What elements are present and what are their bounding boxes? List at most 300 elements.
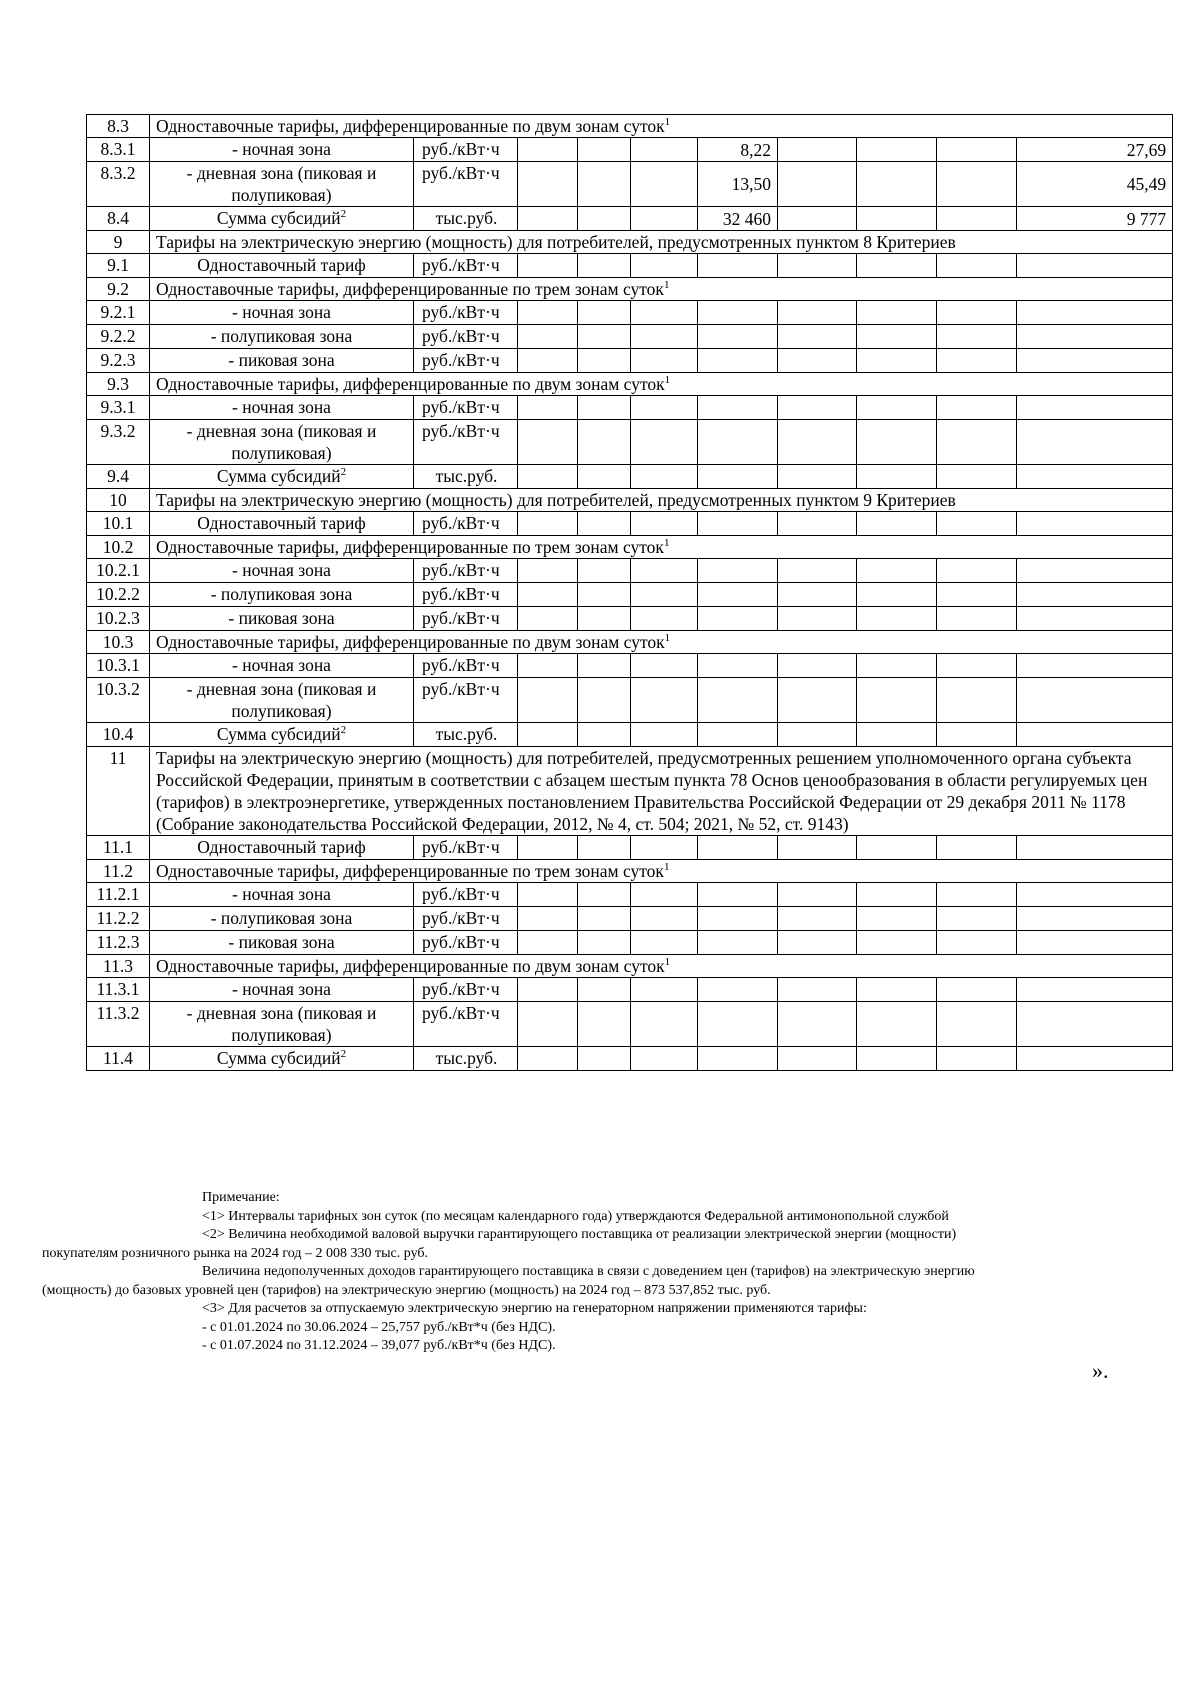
indicator-name-cell xyxy=(150,162,414,207)
value-cell xyxy=(518,420,578,465)
unit-cell xyxy=(414,883,518,907)
row-number-cell-text: 11.4 xyxy=(103,1048,133,1068)
value-cell xyxy=(631,583,698,607)
value-cell xyxy=(778,349,857,373)
row-number-cell-text: 9.3.2 xyxy=(100,421,136,441)
value-cell xyxy=(937,162,1017,207)
row-number-cell-text: 10.2.1 xyxy=(96,560,140,580)
row-number-cell xyxy=(87,349,150,373)
value-cell xyxy=(778,836,857,860)
value-cell xyxy=(518,465,578,489)
table-section-row xyxy=(87,631,1173,654)
section-title-cell-text: Одноставочные тарифы, дифференцированные по трем зонам суток xyxy=(156,537,664,557)
indicator-name-cell xyxy=(150,420,414,465)
value-cell xyxy=(937,836,1017,860)
row-number-cell xyxy=(87,254,150,278)
value-cell xyxy=(857,138,937,162)
table-row xyxy=(87,325,1173,349)
value-cell xyxy=(937,301,1017,325)
unit-cell-text: руб./кВт·ч xyxy=(422,421,500,441)
row-number-cell xyxy=(87,978,150,1002)
row-number-cell xyxy=(87,512,150,536)
value-cell xyxy=(937,349,1017,373)
indicator-name-cell-text: Сумма субсидий xyxy=(216,208,341,228)
value-cell xyxy=(698,931,778,955)
value-cell xyxy=(1017,349,1173,373)
note-2-line-3: Величина недополученных доходов гарантирующего поставщика в связи с доведением цен (тарифов) на электрическую энергию xyxy=(202,1264,975,1279)
value-cell xyxy=(518,301,578,325)
unit-cell-text: руб./кВт·ч xyxy=(422,584,500,604)
row-number-cell-text: 10.2 xyxy=(102,537,134,557)
unit-cell-text: руб./кВт·ч xyxy=(422,837,500,857)
value-cell xyxy=(698,836,778,860)
value-cell xyxy=(778,907,857,931)
footnote-mark: 1 xyxy=(664,956,671,969)
value-cell xyxy=(631,931,698,955)
value-cell xyxy=(1017,836,1173,860)
value-cell xyxy=(1017,325,1173,349)
unit-cell-text: руб./кВт·ч xyxy=(422,1003,500,1023)
section-title-cell-text: Одноставочные тарифы, дифференцированные по двум зонам суток xyxy=(156,956,665,976)
value-cell xyxy=(631,349,698,373)
notes-section xyxy=(42,1189,1120,1356)
row-number-cell-text: 9 xyxy=(113,232,123,252)
value-cell xyxy=(631,978,698,1002)
value-cell xyxy=(631,138,698,162)
value-cell xyxy=(518,512,578,536)
value-cell-text: 32 460 xyxy=(722,208,771,229)
value-cell xyxy=(698,559,778,583)
value-cell xyxy=(857,1047,937,1071)
indicator-name-cell-text: - ночная зона xyxy=(232,302,331,322)
value-cell xyxy=(698,138,778,162)
value-cell xyxy=(1017,512,1173,536)
value-cell xyxy=(698,396,778,420)
section-title-cell xyxy=(150,747,1173,836)
value-cell xyxy=(518,883,578,907)
row-number-cell-text: 9.2.1 xyxy=(100,302,136,322)
value-cell xyxy=(778,254,857,278)
note-2-line-4: (мощность) до базовых уровней цен (тарифов) на электрическую энергию (мощность) на 2024 год – 873 537,852 тыс. руб. xyxy=(42,1282,771,1298)
section-title-cell xyxy=(150,536,1173,559)
footnote-mark: 1 xyxy=(664,116,671,129)
indicator-name-cell xyxy=(150,254,414,278)
indicator-name-cell-text: - дневная зона (пиковая и полупиковая) xyxy=(186,679,377,721)
value-cell xyxy=(778,162,857,207)
value-cell xyxy=(518,836,578,860)
value-cell xyxy=(937,465,1017,489)
row-number-cell xyxy=(87,115,150,138)
unit-cell-text: руб./кВт·ч xyxy=(422,326,500,346)
value-cell xyxy=(778,559,857,583)
row-number-cell-text: 8.3.1 xyxy=(100,139,136,159)
row-number-cell-text: 10.2.2 xyxy=(96,584,140,604)
row-number-cell xyxy=(87,420,150,465)
value-cell xyxy=(1017,931,1173,955)
row-number-cell xyxy=(87,301,150,325)
table-section-row xyxy=(87,860,1173,883)
value-cell xyxy=(1017,207,1173,231)
note-2-line-2: покупателям розничного рынка на 2024 год – 2 008 330 тыс. руб. xyxy=(42,1245,429,1261)
unit-cell xyxy=(414,512,518,536)
value-cell xyxy=(1017,1002,1173,1047)
note-2-line-1: <2> Величина необходимой валовой выручки гарантирующего поставщика от реализации электрической энергии (мощности) xyxy=(202,1227,957,1242)
row-number-cell xyxy=(87,489,150,512)
unit-cell xyxy=(414,207,518,231)
table-row xyxy=(87,420,1173,465)
indicator-name-cell-text: - ночная зона xyxy=(232,884,331,904)
indicator-name-cell xyxy=(150,512,414,536)
value-cell xyxy=(937,1047,1017,1071)
value-cell xyxy=(857,465,937,489)
value-cell xyxy=(578,207,631,231)
value-cell xyxy=(698,325,778,349)
value-cell xyxy=(778,420,857,465)
unit-cell-text: руб./кВт·ч xyxy=(422,397,500,417)
row-number-cell xyxy=(87,723,150,747)
row-number-cell-text: 9.1 xyxy=(107,255,129,275)
value-cell xyxy=(698,207,778,231)
indicator-name-cell-text: - пиковая зона xyxy=(228,608,335,628)
indicator-name-cell-text: - пиковая зона xyxy=(228,350,335,370)
unit-cell xyxy=(414,654,518,678)
value-cell xyxy=(518,678,578,723)
value-cell xyxy=(631,559,698,583)
indicator-name-cell-text: - ночная зона xyxy=(232,139,331,159)
footnote-mark: 1 xyxy=(664,374,671,387)
closing-quote: ». xyxy=(1092,1358,1109,1383)
value-cell xyxy=(518,1002,578,1047)
value-cell xyxy=(578,301,631,325)
unit-cell xyxy=(414,325,518,349)
value-cell-text: 27,69 xyxy=(1126,139,1167,160)
indicator-name-cell xyxy=(150,931,414,955)
table-section-row xyxy=(87,489,1173,512)
unit-cell-text: руб./кВт·ч xyxy=(422,655,500,675)
value-cell xyxy=(631,465,698,489)
unit-cell-text: руб./кВт·ч xyxy=(422,139,500,159)
row-number-cell xyxy=(87,583,150,607)
indicator-name-cell-text: Одноставочный тариф xyxy=(197,513,366,533)
value-cell xyxy=(937,325,1017,349)
value-cell xyxy=(578,465,631,489)
value-cell xyxy=(778,883,857,907)
unit-cell xyxy=(414,420,518,465)
value-cell xyxy=(778,138,857,162)
note-1: <1> Интервалы тарифных зон суток (по месяцам календарного года) утверждаются Федеральной антимонопольной службой xyxy=(202,1208,949,1224)
footnote-mark: 2 xyxy=(340,466,347,479)
indicator-name-cell xyxy=(150,654,414,678)
section-title-cell xyxy=(150,955,1173,978)
footnote-mark: 2 xyxy=(340,1048,347,1061)
row-number-cell xyxy=(87,278,150,301)
row-number-cell xyxy=(87,654,150,678)
section-title-cell xyxy=(150,489,1173,512)
row-number-cell xyxy=(87,860,150,883)
value-cell xyxy=(857,559,937,583)
value-cell xyxy=(778,512,857,536)
value-cell xyxy=(698,678,778,723)
footnote-mark: 1 xyxy=(664,632,671,645)
value-cell-text: 45,49 xyxy=(1126,174,1167,194)
table-section-row xyxy=(87,115,1173,138)
value-cell xyxy=(1017,301,1173,325)
indicator-name-cell xyxy=(150,1047,414,1071)
value-cell xyxy=(578,512,631,536)
section-title-cell-text: Тарифы на электрическую энергию (мощность) для потребителей, предусмотренных пунктом 9 Критериев xyxy=(156,490,956,510)
row-number-cell-text: 9.3 xyxy=(107,374,129,394)
value-cell xyxy=(937,931,1017,955)
row-number-cell-text: 11.3.2 xyxy=(96,1003,140,1023)
row-number-cell xyxy=(87,1047,150,1071)
value-cell xyxy=(578,349,631,373)
table-row xyxy=(87,162,1173,207)
value-cell xyxy=(578,978,631,1002)
section-title-cell-text: Одноставочные тарифы, дифференцированные по трем зонам суток xyxy=(156,279,664,299)
table-section-row xyxy=(87,747,1173,836)
value-cell xyxy=(1017,907,1173,931)
row-number-cell-text: 8.4 xyxy=(107,208,129,228)
value-cell xyxy=(578,420,631,465)
value-cell xyxy=(937,607,1017,631)
value-cell xyxy=(631,396,698,420)
indicator-name-cell-text: - ночная зона xyxy=(232,655,331,675)
value-cell xyxy=(778,931,857,955)
section-title-cell-text: Одноставочные тарифы, дифференцированные по двум зонам суток xyxy=(156,632,665,652)
value-cell xyxy=(518,396,578,420)
indicator-name-cell xyxy=(150,301,414,325)
row-number-cell-text: 9.2 xyxy=(107,279,129,299)
unit-cell-text: руб./кВт·ч xyxy=(422,979,500,999)
row-number-cell xyxy=(87,678,150,723)
value-cell xyxy=(578,931,631,955)
value-cell xyxy=(937,512,1017,536)
indicator-name-cell xyxy=(150,465,414,489)
value-cell xyxy=(857,207,937,231)
value-cell xyxy=(578,723,631,747)
row-number-cell xyxy=(87,931,150,955)
row-number-cell-text: 11.2.2 xyxy=(96,908,140,928)
table-row xyxy=(87,207,1173,231)
indicator-name-cell-text: - ночная зона xyxy=(232,979,331,999)
value-cell xyxy=(1017,162,1173,207)
table-row xyxy=(87,654,1173,678)
row-number-cell xyxy=(87,955,150,978)
unit-cell xyxy=(414,931,518,955)
value-cell xyxy=(778,723,857,747)
value-cell xyxy=(698,883,778,907)
value-cell xyxy=(778,1002,857,1047)
value-cell xyxy=(518,138,578,162)
value-cell xyxy=(631,907,698,931)
value-cell xyxy=(578,325,631,349)
value-cell xyxy=(857,512,937,536)
value-cell xyxy=(937,420,1017,465)
unit-cell xyxy=(414,678,518,723)
value-cell xyxy=(778,325,857,349)
section-title-cell xyxy=(150,860,1173,883)
row-number-cell-text: 10.1 xyxy=(102,513,134,533)
section-title-cell-text: Одноставочные тарифы, дифференцированные по двум зонам суток xyxy=(156,374,665,394)
value-cell xyxy=(857,420,937,465)
value-cell xyxy=(578,907,631,931)
indicator-name-cell xyxy=(150,207,414,231)
value-cell xyxy=(1017,883,1173,907)
indicator-name-cell-text: - дневная зона (пиковая и полупиковая) xyxy=(186,1003,377,1045)
value-cell xyxy=(518,931,578,955)
value-cell xyxy=(1017,559,1173,583)
indicator-name-cell xyxy=(150,583,414,607)
row-number-cell-text: 10.2.3 xyxy=(96,608,140,628)
indicator-name-cell-text: Сумма субсидий xyxy=(216,724,341,744)
value-cell xyxy=(937,1002,1017,1047)
value-cell xyxy=(937,138,1017,162)
unit-cell xyxy=(414,138,518,162)
unit-cell xyxy=(414,723,518,747)
value-cell xyxy=(778,396,857,420)
value-cell xyxy=(698,907,778,931)
indicator-name-cell-text: - полупиковая зона xyxy=(210,326,353,346)
table-row xyxy=(87,978,1173,1002)
note-3: <3> Для расчетов за отпускаемую электрическую энергию на генераторном напряжении применяются тарифы: xyxy=(202,1301,867,1316)
row-number-cell xyxy=(87,631,150,654)
value-cell xyxy=(857,836,937,860)
row-number-cell xyxy=(87,207,150,231)
unit-cell-text: руб./кВт·ч xyxy=(422,302,500,322)
unit-cell-text: руб./кВт·ч xyxy=(422,560,500,580)
value-cell xyxy=(518,723,578,747)
indicator-name-cell-text: - полупиковая зона xyxy=(210,584,353,604)
row-number-cell xyxy=(87,747,150,836)
value-cell xyxy=(578,1047,631,1071)
value-cell xyxy=(518,207,578,231)
table-row xyxy=(87,583,1173,607)
row-number-cell-text: 11.3.1 xyxy=(96,979,140,999)
table-row xyxy=(87,678,1173,723)
unit-cell-text: руб./кВт·ч xyxy=(422,608,500,628)
value-cell xyxy=(1017,723,1173,747)
indicator-name-cell-text: - пиковая зона xyxy=(228,932,335,952)
table-row xyxy=(87,931,1173,955)
table-row xyxy=(87,723,1173,747)
row-number-cell-text: 11.3 xyxy=(103,956,133,976)
table-row xyxy=(87,138,1173,162)
value-cell xyxy=(518,583,578,607)
value-cell xyxy=(698,723,778,747)
footnote-mark: 2 xyxy=(340,724,347,737)
table-row xyxy=(87,883,1173,907)
value-cell xyxy=(937,907,1017,931)
indicator-name-cell xyxy=(150,978,414,1002)
indicator-name-cell-text: Сумма субсидий xyxy=(216,466,341,486)
table-section-row xyxy=(87,373,1173,396)
section-title-cell xyxy=(150,115,1173,138)
value-cell xyxy=(518,978,578,1002)
value-cell xyxy=(698,512,778,536)
unit-cell xyxy=(414,836,518,860)
value-cell xyxy=(857,325,937,349)
value-cell xyxy=(778,207,857,231)
unit-cell-text: руб./кВт·ч xyxy=(422,884,500,904)
unit-cell-text: руб./кВт·ч xyxy=(422,350,500,370)
indicator-name-cell xyxy=(150,325,414,349)
value-cell xyxy=(518,907,578,931)
row-number-cell-text: 11.1 xyxy=(103,837,133,857)
value-cell xyxy=(778,654,857,678)
value-cell xyxy=(631,723,698,747)
value-cell xyxy=(937,396,1017,420)
section-title-cell xyxy=(150,231,1173,254)
indicator-name-cell-text: - дневная зона (пиковая и полупиковая) xyxy=(186,163,377,205)
row-number-cell-text: 9.2.3 xyxy=(100,350,136,370)
indicator-name-cell-text: - полупиковая зона xyxy=(210,908,353,928)
footnote-mark: 2 xyxy=(340,208,347,221)
unit-cell-text: тыс.руб. xyxy=(435,466,498,486)
table-row xyxy=(87,254,1173,278)
row-number-cell xyxy=(87,607,150,631)
section-title-cell xyxy=(150,373,1173,396)
section-title-cell-text: Одноставочные тарифы, дифференцированные по двум зонам суток xyxy=(156,116,665,136)
value-cell xyxy=(631,836,698,860)
indicator-name-cell xyxy=(150,907,414,931)
table-section-row xyxy=(87,278,1173,301)
value-cell xyxy=(698,420,778,465)
value-cell xyxy=(778,1047,857,1071)
unit-cell-text: руб./кВт·ч xyxy=(422,513,500,533)
indicator-name-cell-text: - ночная зона xyxy=(232,397,331,417)
value-cell xyxy=(631,254,698,278)
value-cell xyxy=(857,301,937,325)
value-cell xyxy=(937,559,1017,583)
value-cell-text: 8,22 xyxy=(740,139,771,160)
value-cell xyxy=(698,254,778,278)
indicator-name-cell xyxy=(150,678,414,723)
value-cell xyxy=(778,607,857,631)
indicator-name-cell-text: Одноставочный тариф xyxy=(197,837,366,857)
value-cell xyxy=(937,254,1017,278)
table-section-row xyxy=(87,231,1173,254)
value-cell xyxy=(578,583,631,607)
value-cell xyxy=(578,607,631,631)
value-cell xyxy=(578,1002,631,1047)
indicator-name-cell xyxy=(150,349,414,373)
value-cell xyxy=(578,654,631,678)
unit-cell xyxy=(414,162,518,207)
section-title-cell-text: Одноставочные тарифы, дифференцированные по трем зонам суток xyxy=(156,861,664,881)
value-cell xyxy=(518,654,578,678)
footnote-mark: 1 xyxy=(663,537,670,550)
value-cell xyxy=(631,607,698,631)
value-cell xyxy=(698,349,778,373)
section-title-cell xyxy=(150,631,1173,654)
row-number-cell-text: 10.3.2 xyxy=(96,679,140,699)
indicator-name-cell xyxy=(150,723,414,747)
unit-cell xyxy=(414,559,518,583)
value-cell xyxy=(857,254,937,278)
table-row xyxy=(87,465,1173,489)
unit-cell xyxy=(414,301,518,325)
unit-cell xyxy=(414,607,518,631)
value-cell xyxy=(698,978,778,1002)
row-number-cell-text: 10.4 xyxy=(102,724,134,744)
tariff-table xyxy=(86,114,1173,1071)
value-cell xyxy=(631,301,698,325)
footnote-mark: 1 xyxy=(663,861,670,874)
unit-cell-text: руб./кВт·ч xyxy=(422,679,500,699)
indicator-name-cell xyxy=(150,1002,414,1047)
value-cell-text: 13,50 xyxy=(731,174,771,194)
section-title-cell-text: Тарифы на электрическую энергию (мощность) для потребителей, предусмотренных пунктом 8 Критериев xyxy=(156,232,956,252)
